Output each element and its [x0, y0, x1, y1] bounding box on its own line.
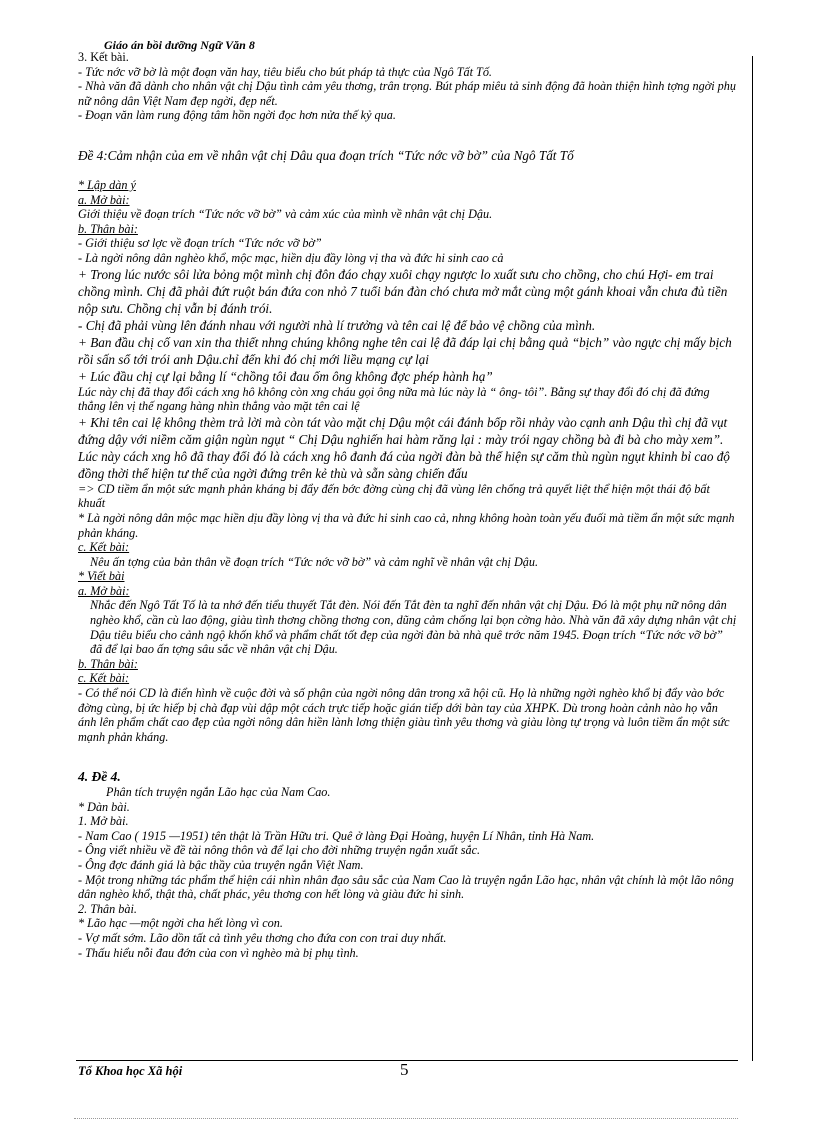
- paragraph: b. Thân bài:: [78, 656, 138, 671]
- paragraph: 1. Mở bài.: [78, 814, 129, 829]
- paragraph: Giới thiệu về đoạn trích “Tức nớc vỡ bờ” và cảm xúc của mình về nhân vật chị Dậu.: [78, 207, 493, 222]
- footer-department: Tổ Khoa học Xã hội: [78, 1064, 183, 1078]
- spacer: [78, 744, 738, 768]
- page-edge-line: [752, 56, 753, 1061]
- paragraph: b. Thân bài:: [78, 221, 138, 236]
- paragraph: Phân tích truyện ngắn Lão hạc của Nam Cao.: [106, 785, 331, 799]
- document-body: [78, 50, 738, 960]
- page-header-title: Giáo án bồi dưỡng Ngữ Văn 8: [104, 38, 255, 52]
- paragraph: - Đoạn văn làm rung động tâm hồn ngời đọc hơn nửa thế kỷ qua.: [78, 108, 396, 123]
- paragraph: 2. Thân bài.: [78, 901, 137, 916]
- paragraph: => CD tiềm ẩn một sức mạnh phản kháng bị đẩy đến bớc đờng cùng chị đã vùng lên chống trả quyết liệt thể hiện một thái độ bất khuất: [78, 481, 710, 511]
- paragraph: - Chị đã phải vùng lên đánh nhau với người nhà lí trưởng và tên cai lệ để bảo vệ chồng của mình.: [78, 317, 596, 333]
- paragraph: + Lúc đầu chị cự lại bằng lí “chồng tôi đau ốm ông không đợc phép hành hạ”: [78, 368, 493, 384]
- page-bottom-edge: [74, 1118, 738, 1119]
- paragraph: Nêu ấn tợng của bản thân về đoạn trích “Tức nớc vỡ bờ” và cảm nghĩ về nhân vật chị Dậu.: [90, 554, 538, 569]
- paragraph: - Tức nớc vỡ bờ là một đoạn văn hay, tiêu biểu cho bút pháp tả thực của Ngô Tất Tố.: [78, 64, 492, 79]
- paragraph: - Là ngời nông dân nghèo khổ, mộc mạc, hiền dịu đầy lòng vị tha và đức hi sinh cao cả: [78, 250, 504, 265]
- paragraph: + Trong lúc nước sôi lửa bỏng một mình chị đôn đáo chạy xuôi chạy ngược lo xuất sưu cho chồng, cho chú Hợi- em trai chồng mình. Chị đã phải đứt ruột bán đứa con nhỏ 7 tuổi bán đàn chó chưa mở mắt cùng một gánh khoai vẫn chưa đủ tiền nộp sưu. Chồng chị vẫn bị đánh trói.: [78, 266, 728, 316]
- paragraph: * Lão hạc —một ngời cha hết lòng vì con.: [78, 916, 283, 931]
- spacer: [78, 123, 738, 147]
- paragraph: - Nhà văn đã dành cho nhân vật chị Dậu tình cảm yêu thơng, trân trọng. Bút pháp miêu tả sinh động đã hoàn thiện hình tợng ngời phụ nữ nông dân Việt Nam đẹp ngời, đẹp nết.: [78, 79, 736, 108]
- spacer: [78, 164, 738, 178]
- paragraph: c. Kết bài:: [78, 671, 130, 686]
- paragraph: + Khi tên cai lệ không thèm trả lời mà còn tát vào mặt chị Dậu một cái đánh bốp rồi nhảy vào cạnh anh Dậu thì chị đã vụt đứng dậy với niềm căm giận ngùn ngụt “ Chị Dậu nghiến hai hàm răng lại : mày trói ngay chồng bà đi bà cho mày xem”. Lúc này cách xng hô đã thay đổi đó là cách xng hô đanh đá của ngời đàn bà thể hiện sự căm thù ngùn ngụt khinh bỉ cao độ đồng thời thể hiện tư thế của ngời đứng trên kẻ thù và sẵn sàng chiến đấu: [78, 414, 730, 481]
- paragraph: a. Mở bài:: [78, 583, 130, 598]
- paragraph: 3. Kết bài.: [78, 50, 129, 64]
- paragraph: a. Mở bài:: [78, 192, 130, 207]
- paragraph: 4. Đề 4.: [78, 769, 121, 785]
- paragraph: Lúc này chị đã thay đổi cách xng hô không còn xng cháu gọi ông nữa mà lúc này là “ ông- tôi”. Bằng sự thay đổi đó chị đã đứng thẳng lên vị thế ngang hàng nhìn thẳng vào mặt tên cai lệ: [78, 384, 710, 414]
- paragraph: * Dàn bài.: [78, 799, 130, 814]
- paragraph: - Vợ mất sớm. Lão dồn tất cả tình yêu thơng cho đứa con con trai duy nhất.: [78, 930, 447, 945]
- paragraph: Đề 4:Cảm nhận của em về nhân vật chị Dâu qua đoạn trích “Tức nớc vỡ bờ” của Ngô Tất Tố: [78, 147, 574, 163]
- paragraph: - Nam Cao ( 1915 —1951) tên thật là Trần Hữu tri. Quê ở làng Đại Hoàng, huyện Lí Nhân, tỉnh Hà Nam.: [78, 828, 595, 843]
- paragraph: - Thấu hiểu nỗi đau đớn của con vì nghèo mà bị phụ tình.: [78, 945, 359, 960]
- paragraph: - Có thể nói CD là điển hình về cuộc đời và số phận của ngời nông dân trong xã hội cũ. Họ là những ngời nghèo khổ bị đẩy vào bớc đờng cùng, bị ức hiếp bị chà đạp vùi dập một cách trực tiếp hoặc gián tiếp dới bàn tay của XHPK. Dù trong hoàn cảnh nào họ vẫn ánh lên phẩm chất cao đẹp của ngời nông dân hiền lành lơng thiện giàu tình yêu thơng và giàu lòng tự trọng và luôn tiềm ẩn một sức mạnh phản kháng.: [78, 686, 730, 744]
- paragraph: - Một trong những tác phẩm thể hiện cái nhìn nhân đạo sâu sắc của Nam Cao là truyện ngắn Lão hạc, nhân vật chính là một lão nông dân nghèo khổ, thật thà, chất phác, yêu thơng con hết lòng và giàu đức hi sinh.: [78, 872, 734, 902]
- paragraph: - Ông viết nhiều về đề tài nông thôn và để lại cho đời những truyện ngắn xuất sắc.: [78, 843, 481, 858]
- paragraph: + Ban đầu chị cố van xin tha thiết nhng chúng không nghe tên cai lệ đã đáp lại chị bằng quả “bịch” vào ngực chị mấy bịch rồi sấn sổ tới trói anh Dậu.chỉ đến khi đó chị mới liều mạng cự lại: [78, 334, 732, 367]
- paragraph: * Viết bài: [78, 569, 125, 584]
- paragraph: - Ông đợc đánh giá là bậc thầy của truyện ngắn Việt Nam.: [78, 857, 364, 872]
- paragraph: * Lập dàn ý: [78, 177, 136, 192]
- paragraph: * Là ngời nông dân mộc mạc hiền dịu đầy lòng vị tha và đức hi sinh cao cả, nhng không hoàn toàn yếu đuối mà tiềm ẩn một sức mạnh phản kháng.: [78, 510, 735, 540]
- paragraph: Nhắc đến Ngô Tất Tố là ta nhớ đến tiểu thuyết Tắt đèn. Nói đến Tắt đèn ta nghĩ đến nhân vật chị Dậu. Đó là một phụ nữ nông dân nghèo khổ, cần cù lao động, giàu tình thơng chồng thơng con, dũng cảm chống lại bọn cờng hào. Nhà văn đã xây dựng nhân vật chị Dậu tiêu biểu cho cảnh ngộ khốn khổ và phẩm chất tốt đẹp của ngời đàn bà nhà quê trớc năm 1945. Đoạn trích “Tức nớc vỡ bờ” đã để lại bao ấn tợng sâu sắc về nhân vật chị Dậu.: [90, 598, 737, 657]
- paragraph: c. Kết bài:: [78, 540, 130, 555]
- page-number: 5: [400, 1060, 409, 1079]
- paragraph: - Giới thiệu sơ lợc về đoạn trích “Tức nớc vỡ bờ”: [78, 236, 322, 251]
